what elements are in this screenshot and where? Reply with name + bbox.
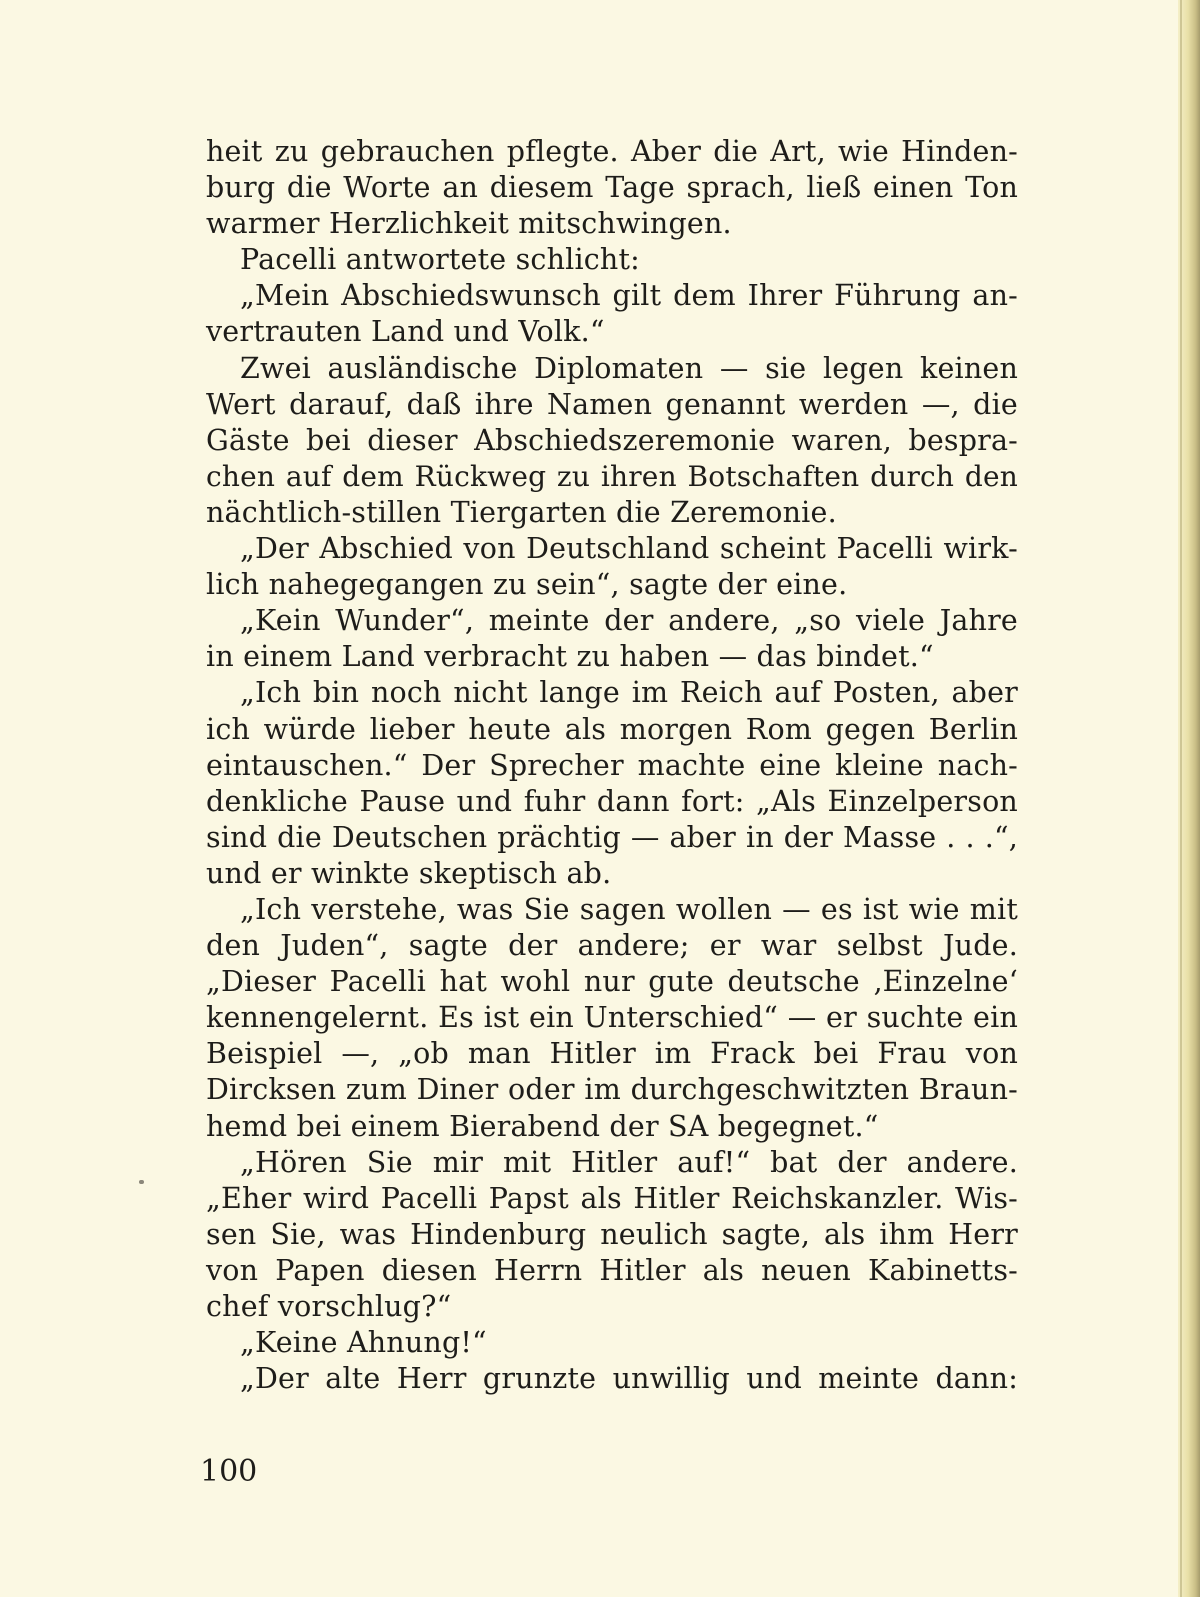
text-line: chen auf dem Rückweg zu ihren Botschaften durch den — [206, 459, 1018, 493]
text-line: lich nahegegangen zu sein“, sagte der eine. — [206, 568, 848, 602]
page-gutter-line — [1180, 0, 1182, 1597]
text-line: Gäste bei dieser Abschiedszeremonie waren, bespra- — [206, 423, 1018, 457]
text-line: „Der Abschied von Deutschland scheint Pacelli wirk- — [240, 532, 1018, 566]
text-line: ich würde lieber heute als morgen Rom gegen Berlin — [206, 712, 1018, 746]
text-line: sen Sie, was Hindenburg neulich sagte, als ihm Herr — [206, 1217, 1018, 1251]
text-line: „Keine Ahnung!“ — [240, 1326, 487, 1360]
text-line: Wert darauf, daß ihre Namen genannt werden —, die — [206, 387, 1018, 421]
text-line: Beispiel —, „ob man Hitler im Frack bei Frau von — [206, 1037, 1018, 1071]
text-line: hemd bei einem Bierabend der SA begegnet.“ — [206, 1109, 879, 1143]
text-line: warmer Herzlichkeit mitschwingen. — [206, 207, 732, 241]
page-number: 100 — [200, 1454, 258, 1489]
text-line: vertrauten Land und Volk.“ — [206, 315, 605, 349]
text-line: nächtlich-stillen Tiergarten die Zeremonie. — [206, 495, 837, 529]
text-line: „Mein Abschiedswunsch gilt dem Ihrer Führung an- — [240, 279, 1018, 313]
text-line: heit zu gebrauchen pflegte. Aber die Art, wie Hinden- — [206, 135, 1018, 168]
text-line: kennengelernt. Es ist ein Unterschied“ — er suchte ein — [206, 1001, 1018, 1035]
text-line: „Dieser Pacelli hat wohl nur gute deutsche ‚Einzelne‘ — [206, 965, 1018, 999]
body-text — [206, 134, 1018, 1397]
text-line: „Kein Wunder“, meinte der andere, „so viele Jahre — [240, 604, 1018, 638]
text-line: und er winkte skeptisch ab. — [206, 856, 612, 890]
text-line: Dircksen zum Diner oder im durchgeschwitzten Braun- — [206, 1073, 1018, 1107]
text-line: „Ich bin noch nicht lange im Reich auf Posten, aber — [240, 676, 1018, 710]
margin-speck — [139, 1180, 144, 1184]
text-line: sind die Deutschen prächtig — aber in der Masse . . .“, — [206, 820, 1018, 854]
text-line: denkliche Pause und fuhr dann fort: „Als Einzelperson — [206, 784, 1018, 818]
text-line: Pacelli antwortete schlicht: — [240, 243, 640, 277]
text-line: burg die Worte an diesem Tage sprach, ließ einen Ton — [206, 171, 1018, 205]
text-line: „Eher wird Pacelli Papst als Hitler Reichskanzler. Wis- — [206, 1181, 1018, 1215]
text-line: „Hören Sie mir mit Hitler auf!“ bat der andere. — [240, 1145, 1018, 1179]
text-line: eintauschen.“ Der Sprecher machte eine kleine nach- — [206, 748, 1018, 782]
text-line: in einem Land verbracht zu haben — das bindet.“ — [206, 640, 934, 674]
text-line: den Juden“, sagte der andere; er war selbst Jude. — [206, 929, 1018, 963]
text-line: „Ich verstehe, was Sie sagen wollen — es ist wie mit — [240, 892, 1018, 926]
text-line: von Papen diesen Herrn Hitler als neuen Kabinetts- — [206, 1253, 1018, 1287]
text-line: Zwei ausländische Diplomaten — sie legen keinen — [240, 351, 1018, 385]
text-line: „Der alte Herr grunzte unwillig und meinte dann: — [240, 1362, 1018, 1396]
text-line: chef vorschlug?“ — [206, 1290, 452, 1323]
